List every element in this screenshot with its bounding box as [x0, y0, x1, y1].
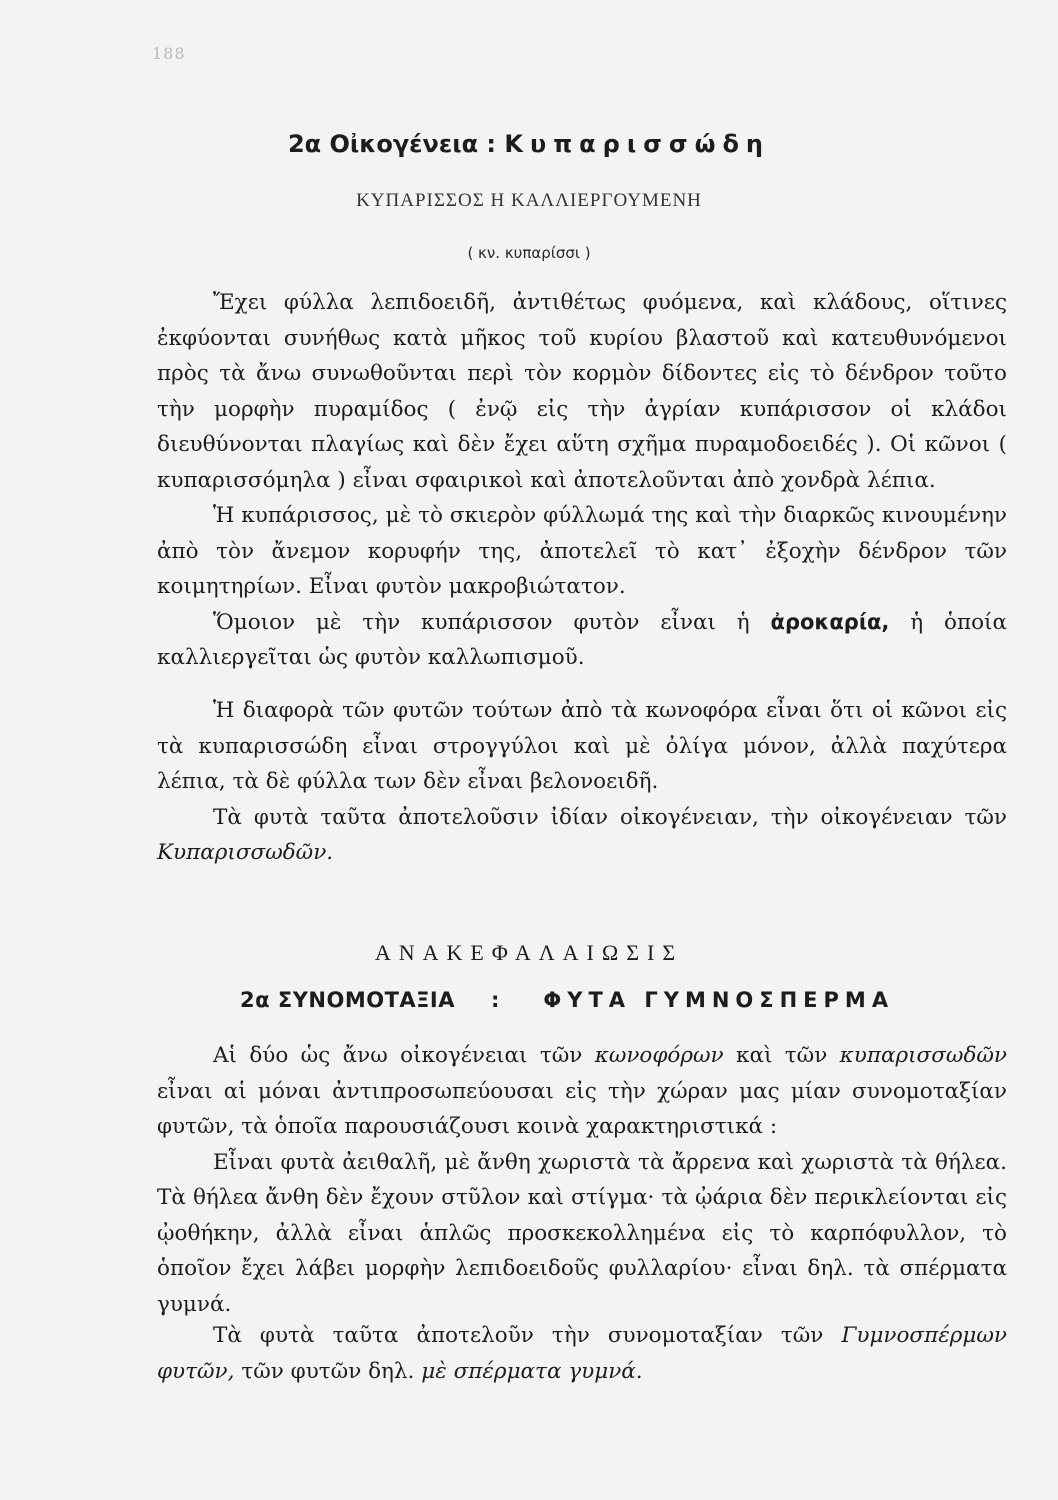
conclusion-text: Τὰ φυτὰ ταῦτα ἀποτελοῦν τὴν συνομοταξίαν τῶν [213, 1323, 824, 1348]
page-number: 188 [152, 44, 186, 63]
page-title [0, 130, 1058, 158]
species-heading: ΚΥΠΑΡΙΣΣΟΣ Η ΚΑΛΛΙΕΡΓΟΥΜΕΝΗ [356, 190, 702, 211]
term-naked-seeds: μὲ σπέρματα γυμνά. [421, 1358, 643, 1384]
family-name: Κυπαρισσωδῶν. [157, 840, 334, 865]
paragraph-characteristics: Εἶναι φυτὰ ἀειθαλῆ, μὲ ἄνθη χωριστὰ τὰ ἄρρενα καὶ χωριστὰ τὰ θήλεα. Τὰ θήλεα ἄνθη δὲν ἔχουν στῦλον καὶ στίγμα· τὰ ᾠάρια δὲν περικλείονται εἰς ᾠοθήκην, ἀλλὰ εἶναι ἁπλῶς προσκεκολλημένα εἰς τὸ καρπόφυλλον, τὸ ὁποῖον ἔχει λάβει μορφὴν λεπιδοειδοῦς φυλλαρίου· εἶναι δηλ. τὰ σπέρματα γυμνά. [157, 1149, 1007, 1317]
summary-intro-end: εἶναι αἱ μόναι ἀντιπροσωπεύουσαι εἰς τὴν χώραν μας μίαν συνομοταξίαν φυτῶν, τὰ ὁποῖα παρουσιάζουσι κοινὰ χαρακτηριστικά : [157, 1078, 1007, 1139]
title-prefix: 2α Οἰκογένεια : [287, 130, 497, 158]
title-family: Κυπαρισσώδη [504, 130, 771, 158]
description-section [157, 285, 1007, 676]
summary-heading: ΑΝΑΚΕΦΑΛΑΙΩΣΙΣ [374, 940, 684, 965]
phylum-title: ΦΥΤΑ ΓΥΜΝΟΣΠΕΡΜΑ [543, 988, 895, 1012]
subheading-separator: : [491, 988, 500, 1012]
summary-intro-text: Αἱ δύο ὡς ἄνω οἰκογένειαι τῶν [213, 1043, 583, 1068]
difference-section [157, 693, 1007, 871]
araucaria-term: ἀροκαρία, [770, 609, 890, 634]
paragraph-leaves: Ἔχει φύλλα λεπιδοειδῆ, ἀντιθέτως φυόμενα, καὶ κλάδους, οἵτινες ἐκφύονται συνήθως κατὰ μῆκος τοῦ κυρίου βλαστοῦ καὶ κατευθυνόμενοι πρὸς τὰ ἄνω συνωθοῦνται περὶ τὸν κορμὸν δίδοντες εἰς τὸ δένδρον τοῦτο τὴν μορφὴν πυραμίδος ( ἐνῷ εἰς τὴν ἀγρίαν κυπάρισσον οἱ κλάδοι διευθύνονται πλαγίως καὶ δὲν ἔχει αὕτη σχῆμα πυραμοδοειδές ). Οἱ κῶνοι ( κυπαρισσόμηλα ) εἶναι σφαιρικοὶ καὶ ἀποτελοῦνται ἀπὸ χονδρὰ λέπια. [157, 290, 1007, 493]
paragraph-difference: Ἡ διαφορὰ τῶν φυτῶν τούτων ἀπὸ τὰ κωνοφόρα εἶναι ὅτι οἱ κῶνοι εἰς τὰ κυπαρισσώδη εἶναι στρογγύλοι καὶ μὲ ὀλίγα μόνον, ἀλλὰ παχύτερα λέπια, τὰ δὲ φύλλα των δὲν εἶναι βελονοειδῆ. [157, 698, 1007, 794]
araucaria-text-start: Ὅμοιον μὲ τὴν κυπάρισσον φυτὸν εἶναι ἡ [213, 609, 750, 635]
conclusion-section [157, 1318, 1007, 1389]
vernacular-name: ( κν. κυπαρίσσι ) [467, 244, 591, 262]
phylum-number: 2α ΣΥΝΟΜΟΤΑΞΙΑ [240, 988, 455, 1012]
paragraph-summary-intro [157, 1038, 1007, 1145]
term-gymnosperms: Γυμνοσπέρμων φυτῶν, [157, 1323, 1007, 1384]
conclusion-middle: τῶν φυτῶν δηλ. [241, 1358, 415, 1384]
term-conifers: κωνοφόρων [594, 1043, 724, 1068]
summary-section [157, 1038, 1007, 1322]
paragraph-cemetery: Ἡ κυπάρισσος, μὲ τὸ σκιερὸν φύλλωμά της καὶ τὴν διαρκῶς κινουμένην ἀπὸ τὸν ἄνεμον κορυφήν της, ἀποτελεῖ τὸ κατ᾽ ἐξοχὴν δένδρον τῶν κοιμητηρίων. Εἶναι φυτὸν μακροβιώτατον. [157, 503, 1007, 599]
araucaria-text-end: ἡ ὁποία καλλιεργεῖται ὡς φυτὸν καλλωπισμοῦ. [157, 609, 1007, 670]
family-text: Τὰ φυτὰ ταῦτα ἀποτελοῦσιν ἰδίαν οἰκογένειαν, τὴν οἰκογένειαν τῶν [213, 804, 1007, 830]
paragraph-araucaria [157, 605, 1007, 676]
paragraph-family [157, 800, 1007, 871]
summary-intro-and: καὶ τῶν [736, 1043, 828, 1068]
paragraph-conclusion [157, 1318, 1007, 1389]
term-cupressaceae: κυπαρισσωδῶν [839, 1043, 1007, 1068]
summary-subheading [240, 988, 960, 1012]
